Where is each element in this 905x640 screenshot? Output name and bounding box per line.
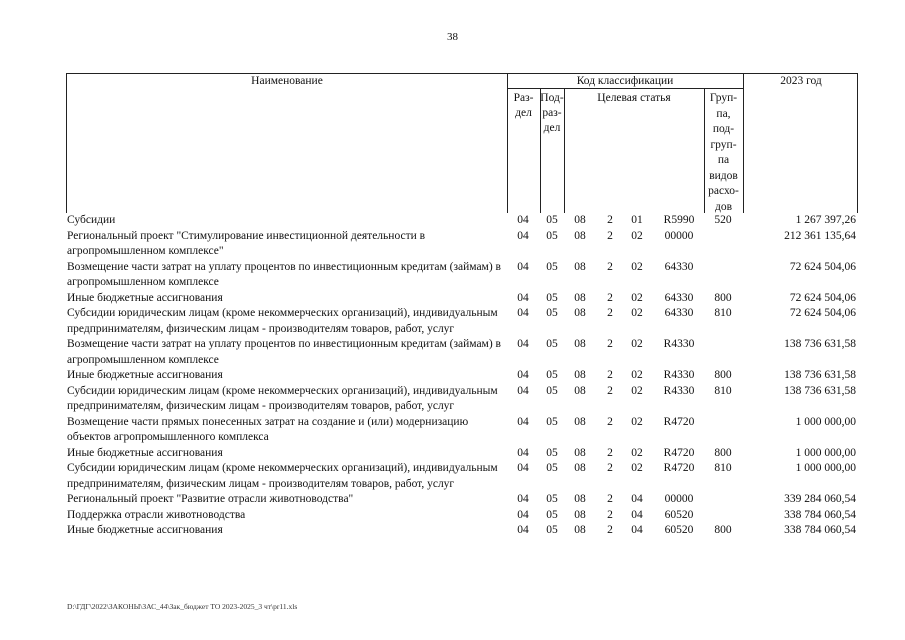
row-razdel: 04 xyxy=(517,229,529,242)
row-name: Иные бюджетные ассигнования xyxy=(67,291,223,304)
row-podrazdel: 05 xyxy=(546,229,558,242)
row-target-4: 00000 xyxy=(664,229,694,242)
row-amount: 138 736 631,58 xyxy=(784,338,856,350)
row-target-4: 64330 xyxy=(664,291,694,304)
row-group: 800 xyxy=(714,524,732,536)
table-body xyxy=(66,213,858,539)
row-razdel: 04 xyxy=(517,307,529,319)
row-target-4: R5990 xyxy=(663,214,695,226)
row-name: Региональный проект "Развитие отрасли животноводства" xyxy=(67,493,354,505)
row-target-4: R4330 xyxy=(663,384,695,397)
row-name: Региональный проект "Стимулирование инвестиционной деятельности в агропромышленном комплексе" xyxy=(67,229,426,257)
row-target-4: 60520 xyxy=(664,508,694,521)
row-target-2: 2 xyxy=(607,462,613,474)
row-amount: 138 736 631,58 xyxy=(784,384,856,397)
row-amount: 72 624 504,06 xyxy=(789,291,856,304)
table-row xyxy=(66,229,858,260)
row-group: 800 xyxy=(714,446,732,459)
table-row xyxy=(66,337,858,368)
row-name: Возмещение части прямых понесенных затрат на создание и (или) модернизацию объектов агропромышленного комплекса xyxy=(67,415,469,443)
row-podrazdel: 05 xyxy=(546,338,558,350)
table-row xyxy=(66,384,858,415)
row-name: Возмещение части затрат на уплату процентов по инвестиционным кредитам (займам) в агропромышленном комплексе xyxy=(67,260,501,288)
row-target-2: 2 xyxy=(607,369,613,381)
row-target-2: 2 xyxy=(607,229,613,242)
row-target-1: 08 xyxy=(574,462,586,474)
row-target-1: 08 xyxy=(574,291,586,304)
row-razdel: 04 xyxy=(517,260,529,273)
row-razdel: 04 xyxy=(517,338,529,350)
row-target-4: R4330 xyxy=(663,369,695,381)
row-name: Субсидии юридическим лицам (кроме некоммерческих организаций), индивидуальным предпринимателям, физическим лицам - производителям товаров, работ, услуг xyxy=(67,462,498,490)
row-target-3: 02 xyxy=(631,369,643,381)
row-target-2: 2 xyxy=(607,307,613,319)
row-podrazdel: 05 xyxy=(546,415,558,428)
row-group: 810 xyxy=(714,307,732,319)
row-target-1: 08 xyxy=(574,384,586,397)
row-target-4: R4720 xyxy=(663,462,695,474)
row-group: 800 xyxy=(714,291,732,304)
row-target-3: 02 xyxy=(631,291,643,304)
row-razdel: 04 xyxy=(517,508,529,521)
row-target-3: 04 xyxy=(631,493,643,505)
row-target-4: R4330 xyxy=(663,338,695,350)
row-target-4: 00000 xyxy=(664,493,694,505)
row-target-2: 2 xyxy=(607,214,613,226)
header-name: Наименование xyxy=(251,75,323,87)
row-podrazdel: 05 xyxy=(546,369,558,381)
header-year: 2023 год xyxy=(780,75,822,87)
row-razdel: 04 xyxy=(517,446,529,459)
row-target-3: 02 xyxy=(631,260,643,273)
row-name: Поддержка отрасли животноводства xyxy=(67,508,246,521)
row-name: Иные бюджетные ассигнования xyxy=(67,446,223,459)
row-podrazdel: 05 xyxy=(546,260,558,273)
row-target-2: 2 xyxy=(607,508,613,521)
row-amount: 1 000 000,00 xyxy=(795,415,856,428)
row-amount: 339 284 060,54 xyxy=(784,493,856,505)
row-target-3: 02 xyxy=(631,462,643,474)
table-row xyxy=(66,306,858,337)
row-target-2: 2 xyxy=(607,493,613,505)
header-divider xyxy=(564,89,565,213)
row-target-1: 08 xyxy=(574,307,586,319)
header-group: Груп- па, под- груп- па видов расхо- дов xyxy=(708,92,739,213)
row-razdel: 04 xyxy=(517,291,529,304)
row-target-1: 08 xyxy=(574,415,586,428)
row-razdel: 04 xyxy=(517,214,529,226)
row-target-4: 64330 xyxy=(664,307,694,319)
header-divider xyxy=(743,74,744,213)
row-podrazdel: 05 xyxy=(546,291,558,304)
row-razdel: 04 xyxy=(517,524,529,536)
row-target-1: 08 xyxy=(574,493,586,505)
row-target-1: 08 xyxy=(574,338,586,350)
row-podrazdel: 05 xyxy=(546,446,558,459)
row-name: Субсидии xyxy=(67,214,116,226)
table-row xyxy=(66,291,858,307)
row-target-1: 08 xyxy=(574,369,586,381)
header-podrazdel: Под- раз- дел xyxy=(540,92,564,134)
row-target-3: 02 xyxy=(631,384,643,397)
row-name: Иные бюджетные ассигнования xyxy=(67,369,223,381)
row-podrazdel: 05 xyxy=(546,462,558,474)
row-target-2: 2 xyxy=(607,291,613,304)
table-row xyxy=(66,415,858,446)
row-target-3: 02 xyxy=(631,446,643,459)
row-target-4: 64330 xyxy=(664,260,694,273)
row-target-1: 08 xyxy=(574,446,586,459)
row-amount: 338 784 060,54 xyxy=(784,508,856,521)
row-target-4: R4720 xyxy=(663,446,695,459)
table-row xyxy=(66,260,858,291)
row-target-2: 2 xyxy=(607,415,613,428)
row-podrazdel: 05 xyxy=(546,214,558,226)
row-target-4: R4720 xyxy=(663,415,695,428)
row-target-1: 08 xyxy=(574,508,586,521)
row-amount: 138 736 631,58 xyxy=(784,369,856,381)
row-target-3: 02 xyxy=(631,307,643,319)
row-target-3: 04 xyxy=(631,508,643,521)
row-target-2: 2 xyxy=(607,524,613,536)
row-podrazdel: 05 xyxy=(546,493,558,505)
row-name: Субсидии юридическим лицам (кроме некоммерческих организаций), индивидуальным предпринимателям, физическим лицам - производителям товаров, работ, услуг xyxy=(67,384,498,412)
row-group: 520 xyxy=(714,214,732,226)
row-podrazdel: 05 xyxy=(546,307,558,319)
page-number: 38 xyxy=(447,31,458,43)
table-row xyxy=(66,368,858,384)
row-target-3: 02 xyxy=(631,229,643,242)
row-podrazdel: 05 xyxy=(546,508,558,521)
row-razdel: 04 xyxy=(517,415,529,428)
row-amount: 212 361 135,64 xyxy=(784,229,856,242)
header-target: Целевая статья xyxy=(597,92,671,104)
table-row xyxy=(66,492,858,508)
row-amount: 1 267 397,26 xyxy=(795,214,856,226)
row-amount: 1 000 000,00 xyxy=(795,462,856,474)
row-target-3: 01 xyxy=(631,214,643,226)
row-target-2: 2 xyxy=(607,338,613,350)
row-target-1: 08 xyxy=(574,524,586,536)
table-row xyxy=(66,508,858,524)
table-row xyxy=(66,523,858,539)
row-target-4: 60520 xyxy=(664,524,694,536)
row-name: Субсидии юридическим лицам (кроме некоммерческих организаций), индивидуальным предпринимателям, физическим лицам - производителям товаров, работ, услуг xyxy=(67,307,498,335)
row-razdel: 04 xyxy=(517,384,529,397)
file-path-footer: D:\ГДГ\2022\ЗАКОНЫ\ЗАС_44\Зак_бюджет ТО 2023-2025_3 чт\pr11.xls xyxy=(67,602,298,611)
row-amount: 1 000 000,00 xyxy=(795,446,856,459)
row-podrazdel: 05 xyxy=(546,384,558,397)
row-razdel: 04 xyxy=(517,493,529,505)
row-target-1: 08 xyxy=(574,260,586,273)
row-target-1: 08 xyxy=(574,229,586,242)
row-group: 810 xyxy=(714,384,732,397)
row-razdel: 04 xyxy=(517,369,529,381)
row-name: Иные бюджетные ассигнования xyxy=(67,524,223,536)
table-header xyxy=(66,73,858,213)
header-classification: Код классификации xyxy=(576,75,674,87)
row-name: Возмещение части затрат на уплату процентов по инвестиционным кредитам (займам) в агропромышленном комплексе xyxy=(67,338,501,366)
row-target-3: 02 xyxy=(631,415,643,428)
row-target-3: 04 xyxy=(631,524,643,536)
row-amount: 72 624 504,06 xyxy=(789,307,856,319)
table-row xyxy=(66,446,858,462)
row-target-2: 2 xyxy=(607,384,613,397)
row-target-1: 08 xyxy=(574,214,586,226)
row-razdel: 04 xyxy=(517,462,529,474)
table-row xyxy=(66,461,858,492)
row-podrazdel: 05 xyxy=(546,524,558,536)
row-target-2: 2 xyxy=(607,260,613,273)
row-amount: 338 784 060,54 xyxy=(784,524,856,536)
row-group: 800 xyxy=(714,369,732,381)
header-razdel: Раз- дел xyxy=(513,92,534,119)
row-amount: 72 624 504,06 xyxy=(789,260,856,273)
row-target-3: 02 xyxy=(631,338,643,350)
table-row xyxy=(66,213,858,229)
row-target-2: 2 xyxy=(607,446,613,459)
row-group: 810 xyxy=(714,462,732,474)
